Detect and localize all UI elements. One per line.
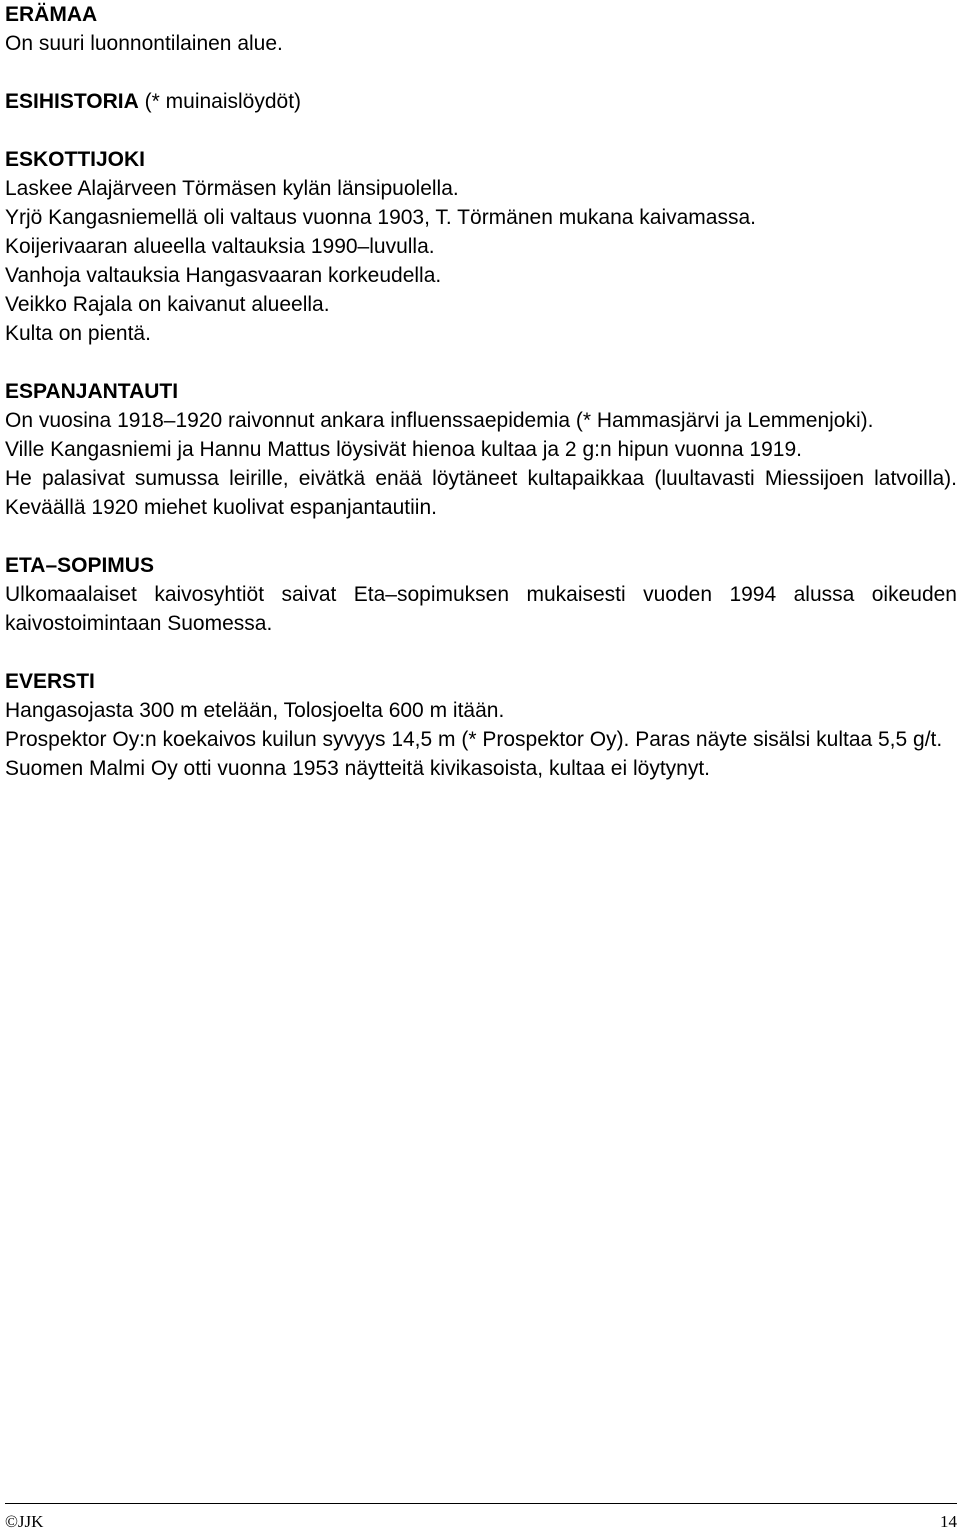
entry-espanjantauti [5,377,957,522]
entry-text: Hangasojasta 300 m etelään, Tolosjoelta 600 m itään. [5,699,505,722]
entry-heading: ESPANJANTAUTI [5,380,179,403]
entry-text: Yrjö Kangasniemellä oli valtaus vuonna 1903, T. Törmänen mukana kaivamassa. [5,206,756,229]
entry-text: Kulta on pientä. [5,322,151,345]
entry-heading-line [5,87,957,116]
document-body [5,0,957,783]
entry-text: On suuri luonnontilainen alue. [5,32,283,55]
entry-text: Prospektor Oy:n koekaivos kuilun syvyys 14,5 m (* Prospektor Oy). Paras näyte sisälsi kultaa 5,5 g/t. [5,728,943,751]
entry-eta-sopimus [5,551,957,638]
entry-text: Veikko Rajala on kaivanut alueella. [5,293,330,316]
entry-heading: ESKOTTIJOKI [5,148,146,171]
entry-eskottijoki [5,145,957,348]
entry-text: Ville Kangasniemi ja Hannu Mattus löysivät hienoa kultaa ja 2 g:n hipun vuonna 1919. [5,438,802,461]
entry-heading: EVERSTI [5,670,95,693]
entry-text: He palasivat sumussa leirille, eivätkä enää löytäneet kultapaikkaa (luultavasti Miessijoen latvoilla). Keväällä 1920 miehet kuolivat espanjantautiin. [5,467,957,519]
entry-text: Vanhoja valtauksia Hangasvaaran korkeudella. [5,264,442,287]
entry-text: On vuosina 1918–1920 raivonnut ankara influenssaepidemia (* Hammasjärvi ja Lemmenjoki). [5,409,874,432]
entry-text: Laskee Alajärveen Törmäsen kylän länsipuolella. [5,177,459,200]
entry-eramaa [5,0,957,58]
page-number: 14 [940,1512,957,1531]
entry-text: Koijerivaaran alueella valtauksia 1990–luvulla. [5,235,435,258]
entry-crossref: (* muinaislöydöt) [138,90,302,113]
entry-heading: ETA–SOPIMUS [5,554,154,577]
entry-heading: ERÄMAA [5,3,98,26]
entry-heading: ESIHISTORIA [5,90,139,113]
footer-copyright: ©JJK [5,1512,44,1531]
footer-divider [5,1503,957,1504]
entry-text: Ulkomaalaiset kaivosyhtiöt saivat Eta–sopimuksen mukaisesti vuoden 1994 alussa oikeuden kaivostoimintaan Suomessa. [5,583,957,635]
entry-esihistoria [5,87,957,116]
entry-text: Suomen Malmi Oy otti vuonna 1953 näytteitä kivikasoista, kultaa ei löytynyt. [5,757,711,780]
entry-eversti [5,667,957,783]
